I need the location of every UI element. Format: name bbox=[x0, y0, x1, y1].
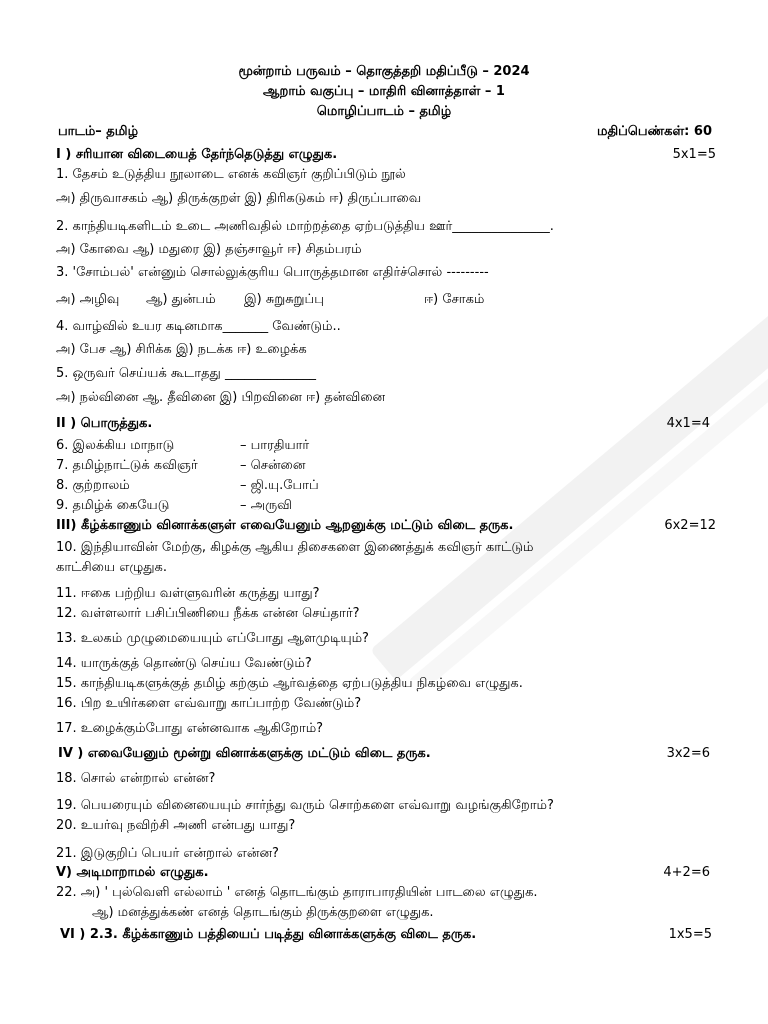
question-1: 1. தேசம் உடுத்திய நூலாடை எனக் கவிஞர் குறிப்பிடும் நூல் bbox=[56, 167, 406, 182]
question-3: 3. 'சோம்பல்' என்னும் சொல்லுக்குரிய பொருத்தமான எதிர்ச்சொல் --------- bbox=[56, 265, 489, 280]
section-2-marks: 4x1=4 bbox=[666, 416, 710, 431]
section-5-marks: 4+2=6 bbox=[663, 865, 710, 880]
match-right-9: – அருவி bbox=[240, 498, 292, 513]
match-left-8: 8. குற்றாலம் bbox=[56, 478, 130, 493]
match-left-9: 9. தமிழ்க் கையேடு bbox=[56, 498, 170, 513]
question-1-options: அ) திருவாசகம் ஆ) திருக்குறள் இ) திரிகடுகம் ஈ) திருப்பாவை bbox=[56, 191, 422, 206]
exam-class: ஆறாம் வகுப்பு – மாதிரி வினாத்தாள் – 1 bbox=[263, 84, 505, 99]
section-1-title: I ) சரியான விடையைத் தேர்ந்தெடுத்து எழுதுக. bbox=[56, 147, 338, 162]
exam-title: மூன்றாம் பருவம் – தொகுத்தறி மதிப்பீடு – 2024 bbox=[238, 64, 530, 79]
question-3-option-a: அ) அழிவு bbox=[56, 292, 120, 307]
question-4: 4. வாழ்வில் உயர கடினமாக_______ வேண்டும்.. bbox=[56, 319, 341, 334]
section-6-title: VI ) 2.3. கீழ்க்காணும் பத்தியைப் படித்து வினாக்களுக்கு விடை தருக. bbox=[60, 927, 477, 942]
question-10-line-2: காட்சியை எழுதுக. bbox=[56, 560, 167, 575]
question-21: 21. இடுகுறிப் பெயர் என்றால் என்ன? bbox=[56, 846, 279, 861]
question-19: 19. பெயரையும் வினையையும் சார்ந்து வரும் சொற்களை எவ்வாறு வழங்குகிறோம்? bbox=[56, 798, 554, 813]
question-2: 2. காந்தியடிகளிடம் உடை அணிவதில் மாற்றத்தை ஏற்படுத்திய ஊர்_______________. bbox=[56, 219, 554, 234]
question-3-option-d: ஈ) சோகம் bbox=[424, 292, 485, 307]
question-11: 11. ஈகை பற்றிய வள்ளுவரின் கருத்து யாது? bbox=[56, 586, 320, 601]
question-2-options: அ) கோவை ஆ) மதுரை இ) தஞ்சாவூர் ஈ) சிதம்பரம் bbox=[56, 242, 362, 257]
exam-subject: மொழிப்பாடம் – தமிழ் bbox=[316, 104, 452, 119]
question-14: 14. யாருக்குத் தொண்டு செய்ய வேண்டும்? bbox=[56, 656, 312, 671]
section-4-marks: 3x2=6 bbox=[666, 746, 710, 761]
match-right-6: – பாரதியார் bbox=[240, 438, 310, 453]
match-left-7: 7. தமிழ்நாட்டுக் கவிஞர் bbox=[56, 458, 198, 473]
question-17: 17. உழைக்கும்போது என்னவாக ஆகிறோம்? bbox=[56, 721, 324, 736]
section-6-marks: 1x5=5 bbox=[668, 927, 712, 942]
subject-label: பாடம்– தமிழ் bbox=[58, 124, 139, 139]
question-20: 20. உயர்வு நவிற்சி அணி என்பது யாது? bbox=[56, 818, 296, 833]
section-2-title: II ) பொருத்துக. bbox=[56, 416, 153, 431]
question-15: 15. காந்தியடிகளுக்குத் தமிழ் கற்கும் ஆர்வத்தை ஏற்படுத்திய நிகழ்வை எழுதுக. bbox=[56, 676, 523, 691]
question-22-b: ஆ) மனத்துக்கண் எனத் தொடங்கும் திருக்குறளை எழுதுக. bbox=[92, 905, 434, 920]
section-5-title: V) அடிமாறாமல் எழுதுக. bbox=[56, 865, 209, 880]
question-5-options: அ) நல்வினை ஆ. தீவினை இ) பிறவினை ஈ) தன்வினை bbox=[56, 390, 386, 405]
section-4-title: IV ) எவையேனும் மூன்று வினாக்களுக்கு மட்டும் விடை தருக. bbox=[58, 746, 431, 761]
question-16: 16. பிற உயிர்களை எவ்வாறு காப்பாற்ற வேண்டும்? bbox=[56, 696, 362, 711]
question-4-options: அ) பேச ஆ) சிரிக்க இ) நடக்க ஈ) உழைக்க bbox=[56, 342, 307, 357]
section-1-marks: 5x1=5 bbox=[672, 147, 716, 162]
question-3-option-c: இ) சுறுசுறுப்பு bbox=[244, 292, 324, 307]
question-22-a: 22. அ) ' புல்வெளி எல்லாம் ' எனத் தொடங்கும் தாராபாரதியின் பாடலை எழுதுக. bbox=[56, 885, 538, 900]
watermark bbox=[330, 250, 768, 680]
section-3-title: III) கீழ்க்காணும் வினாக்களுள் எவையேனும் ஆறனுக்கு மட்டும் விடை தருக. bbox=[56, 518, 514, 533]
match-left-6: 6. இலக்கிய மாநாடு bbox=[56, 438, 175, 453]
question-5: 5. ஒருவர் செய்யக் கூடாதது ______________ bbox=[56, 366, 316, 381]
match-right-8: – ஜி.யு.போப் bbox=[240, 478, 319, 493]
total-marks: மதிப்பெண்கள்: 60 bbox=[597, 124, 712, 139]
question-12: 12. வள்ளலார் பசிப்பிணியை நீக்க என்ன செய்தார்? bbox=[56, 606, 360, 621]
question-13: 13. உலகம் முழுமையையும் எப்போது ஆளமுடியும்? bbox=[56, 631, 369, 646]
question-10-line-1: 10. இந்தியாவின் மேற்கு, கிழக்கு ஆகிய திசைகளை இணைத்துக் கவிஞர் காட்டும் bbox=[56, 540, 534, 555]
match-right-7: – சென்னை bbox=[240, 458, 306, 473]
section-3-marks: 6x2=12 bbox=[664, 518, 716, 533]
question-18: 18. சொல் என்றால் என்ன? bbox=[56, 771, 216, 786]
question-3-option-b: ஆ) துன்பம் bbox=[146, 292, 216, 307]
